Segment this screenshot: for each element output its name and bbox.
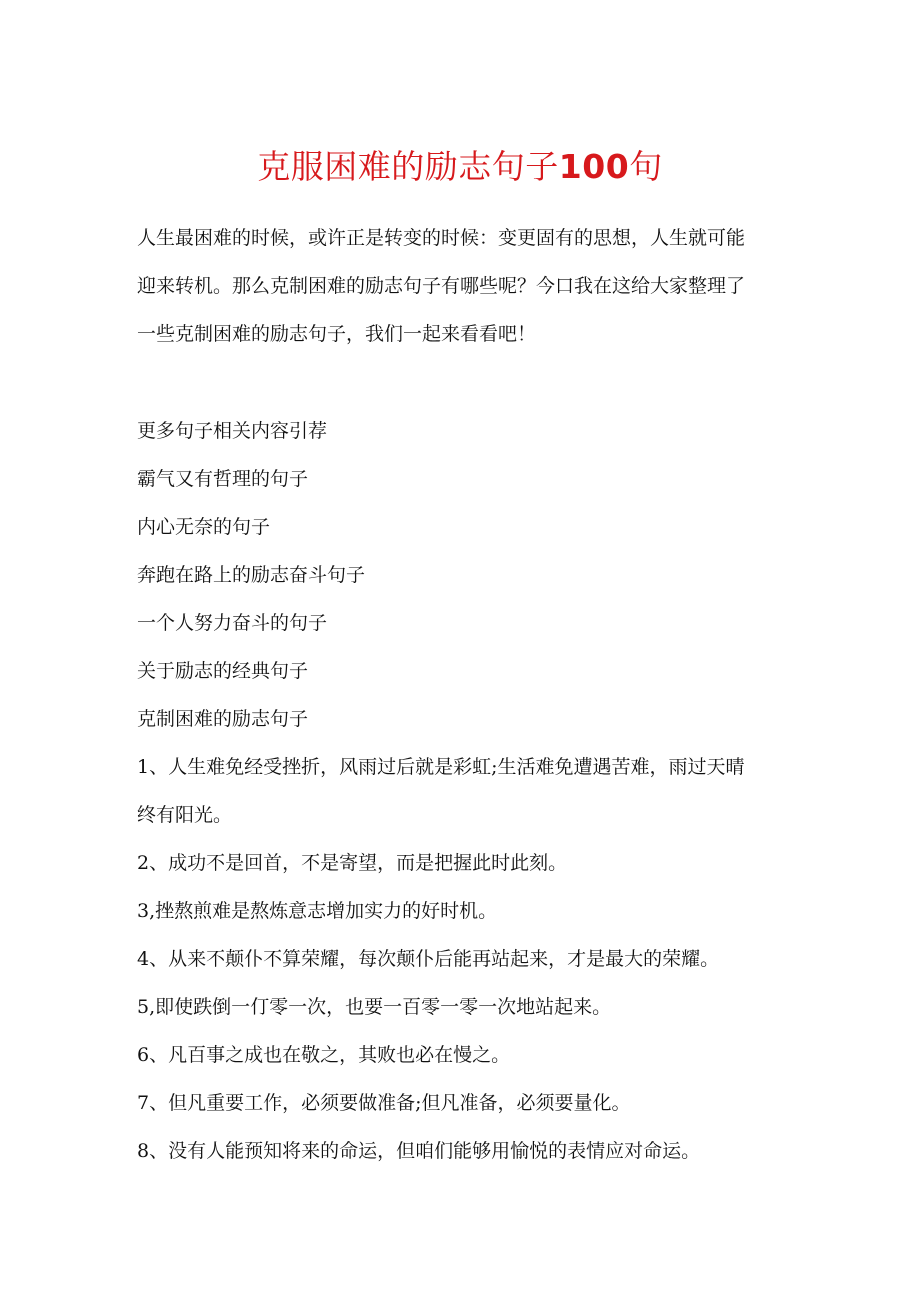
recommend-link: 一个人努力奋斗的句子 [137,612,328,634]
intro-line: 迎来转机。那么克制困难的励志句子有哪些呢？今口我在这给大家整理了 [137,275,746,297]
quote-line: 8、没有人能预知将来的命运，但咱们能够用愉悦的表情应对命运。 [137,1140,701,1162]
recommend-heading: 更多句子相关内容引荐 [137,420,328,442]
recommend-link: 奔跑在路上的励志奋斗句子 [137,564,366,586]
quote-line: 3,挫熬煎难是熬炼意志增加实力的好时机。 [137,900,498,922]
document-title [0,140,920,194]
quote-line: 4、从来不颠仆不算荣耀，每次颠仆后能再站起来，才是最大的荣耀。 [137,948,720,970]
recommend-link: 霸气又有哲理的句子 [137,468,309,490]
quote-line: 1、人生难免经受挫折，风雨过后就是彩虹;生活难免遭遇苦难，雨过天晴 [137,756,745,778]
document-body [137,407,797,1175]
title-main: 克服困难的励志句子 [257,147,559,186]
title-number: 100 [558,147,630,186]
quote-line: 5,即使跌倒一仃零一次，也要一百零一零一次地站起来。 [137,996,612,1018]
quote-line: 6、凡百事之成也在敬之，其败也必在慢之。 [137,1044,511,1066]
intro-paragraph [137,214,797,358]
title-tail: 句 [629,147,663,186]
quote-line: 终有阳光。 [137,804,233,826]
intro-line: 人生最困难的时候，或许正是转变的时候：变更固有的思想，人生就可能 [137,227,746,249]
recommend-link: 关于励志的经典句子 [137,660,309,682]
quote-line: 7、但凡重要工作，必须要做准备;但凡准备，必须要量化。 [137,1092,631,1114]
intro-line: 一些克制困难的励志句子，我们一起来看看吧！ [137,323,537,345]
recommend-link: 克制困难的励志句子 [137,708,309,730]
quote-line: 2、成功不是回首，不是寄望，而是把握此时此刻。 [137,852,568,874]
recommend-link: 内心无奈的句子 [137,516,271,538]
